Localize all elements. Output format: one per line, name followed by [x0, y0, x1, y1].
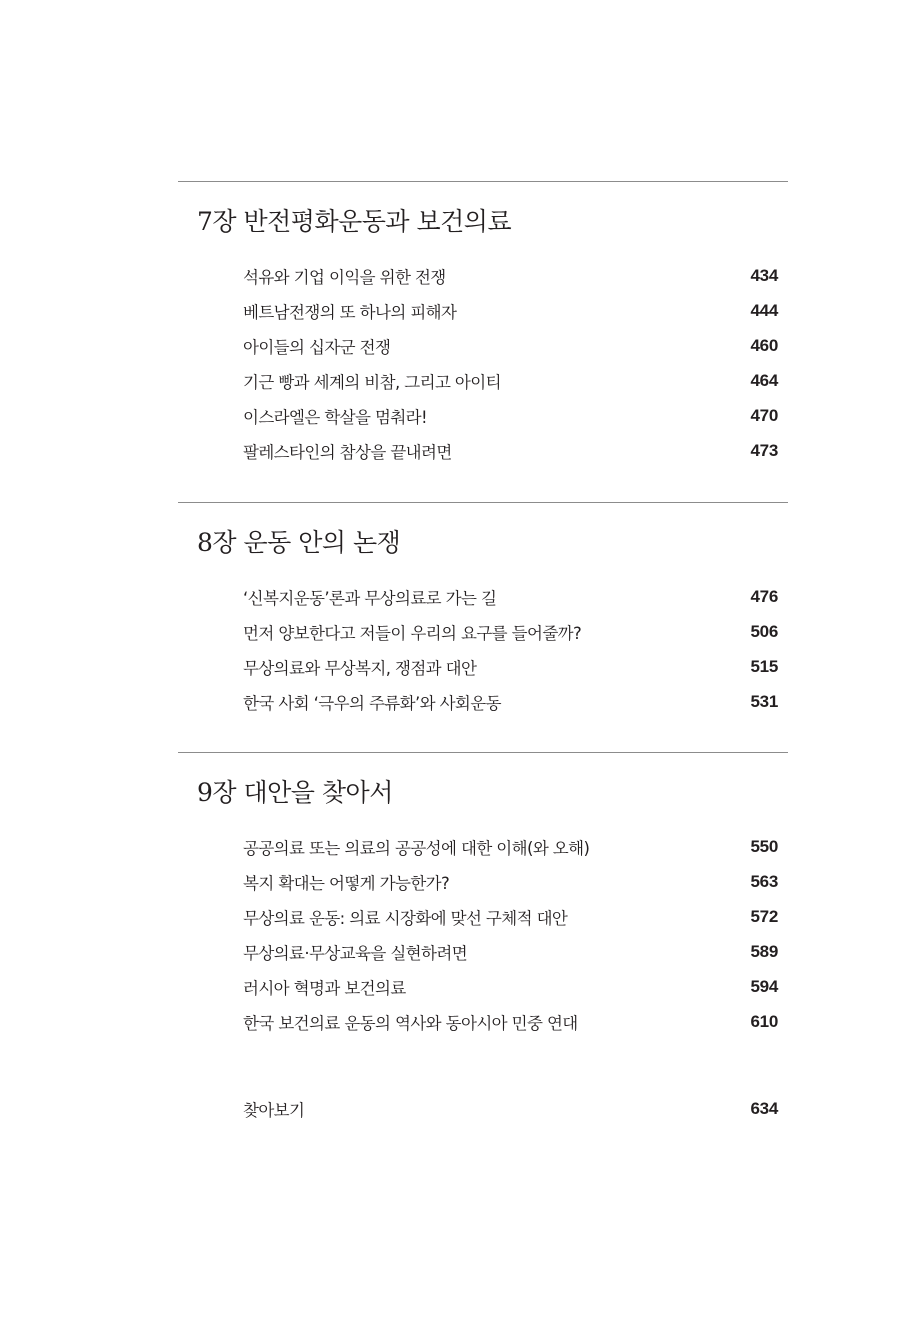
toc-entry[interactable] — [243, 969, 778, 1004]
entry-page-number: 476 — [750, 586, 778, 606]
entry-title: 한국 보건의료 운동의 역사와 동아시아 민중 연대 — [243, 1013, 578, 1033]
toc-entry[interactable] — [243, 649, 778, 684]
entry-title: 무상의료 운동: 의료 시장화에 맞선 구체적 대안 — [243, 908, 568, 928]
entry-title: 기근 빵과 세계의 비참, 그리고 아이티 — [243, 372, 501, 392]
toc-entry[interactable] — [243, 864, 778, 899]
entry-title: 무상의료와 무상복지, 쟁점과 대안 — [243, 658, 477, 678]
toc-entry[interactable] — [243, 328, 778, 363]
entry-page-number: 460 — [750, 335, 778, 355]
entry-title: 한국 사회 ‘극우의 주류화’와 사회운동 — [243, 693, 501, 713]
entry-page-number: 464 — [750, 370, 778, 390]
entry-title: 무상의료·무상교육을 실현하려면 — [243, 943, 468, 963]
toc-entry[interactable] — [243, 934, 778, 969]
toc-entry[interactable] — [243, 398, 778, 433]
toc-entry[interactable] — [243, 363, 778, 398]
entry-title: 공공의료 또는 의료의 공공성에 대한 이해(와 오해) — [243, 838, 590, 858]
entry-page-number: 563 — [750, 871, 778, 891]
chapter-title: 9장 대안을 찾아서 — [197, 778, 393, 807]
toc-entry[interactable] — [243, 1004, 778, 1039]
entry-page-number: 594 — [750, 976, 778, 996]
toc-entry[interactable] — [243, 829, 778, 864]
entry-page-number: 470 — [750, 405, 778, 425]
chapter-7 — [178, 181, 788, 502]
toc-entry[interactable] — [243, 899, 778, 934]
entry-title: 찾아보기 — [243, 1100, 305, 1120]
entry-page-number: 572 — [750, 906, 778, 926]
entry-page-number: 589 — [750, 941, 778, 961]
toc-entry-index[interactable] — [243, 1091, 778, 1126]
chapter-9 — [178, 752, 788, 1126]
toc-entry[interactable] — [243, 433, 778, 468]
entry-page-number: 550 — [750, 836, 778, 856]
entry-title: 러시아 혁명과 보건의료 — [243, 978, 406, 998]
entry-page-number: 506 — [750, 621, 778, 641]
toc-entry[interactable] — [243, 258, 778, 293]
toc-entry[interactable] — [243, 579, 778, 614]
entry-page-number: 531 — [750, 691, 778, 711]
toc-entry[interactable] — [243, 293, 778, 328]
entry-page-number: 515 — [750, 656, 778, 676]
chapter-title: 8장 운동 안의 논쟁 — [197, 528, 401, 557]
entry-title: 이스라엘은 학살을 멈춰라! — [243, 407, 428, 427]
entry-page-number: 610 — [750, 1011, 778, 1031]
toc-entry[interactable] — [243, 614, 778, 649]
entry-title: 복지 확대는 어떻게 가능한가? — [243, 873, 450, 893]
toc-entry[interactable] — [243, 684, 778, 719]
entry-page-number: 434 — [750, 265, 778, 285]
chapter-title: 7장 반전평화운동과 보건의료 — [197, 207, 512, 236]
entry-page-number: 634 — [750, 1098, 778, 1118]
entry-page-number: 473 — [750, 440, 778, 460]
entry-title: 석유와 기업 이익을 위한 전쟁 — [243, 267, 446, 287]
entry-title: ‘신복지운동’론과 무상의료로 가는 길 — [243, 588, 497, 608]
entry-page-number: 444 — [750, 300, 778, 320]
entry-title: 베트남전쟁의 또 하나의 피해자 — [243, 302, 457, 322]
entry-title: 팔레스타인의 참상을 끝내려면 — [243, 442, 452, 462]
table-of-contents — [178, 181, 788, 1126]
chapter-8 — [178, 502, 788, 752]
entry-title: 먼저 양보한다고 저들이 우리의 요구를 들어줄까? — [243, 623, 582, 643]
entry-title: 아이들의 십자군 전쟁 — [243, 337, 391, 357]
